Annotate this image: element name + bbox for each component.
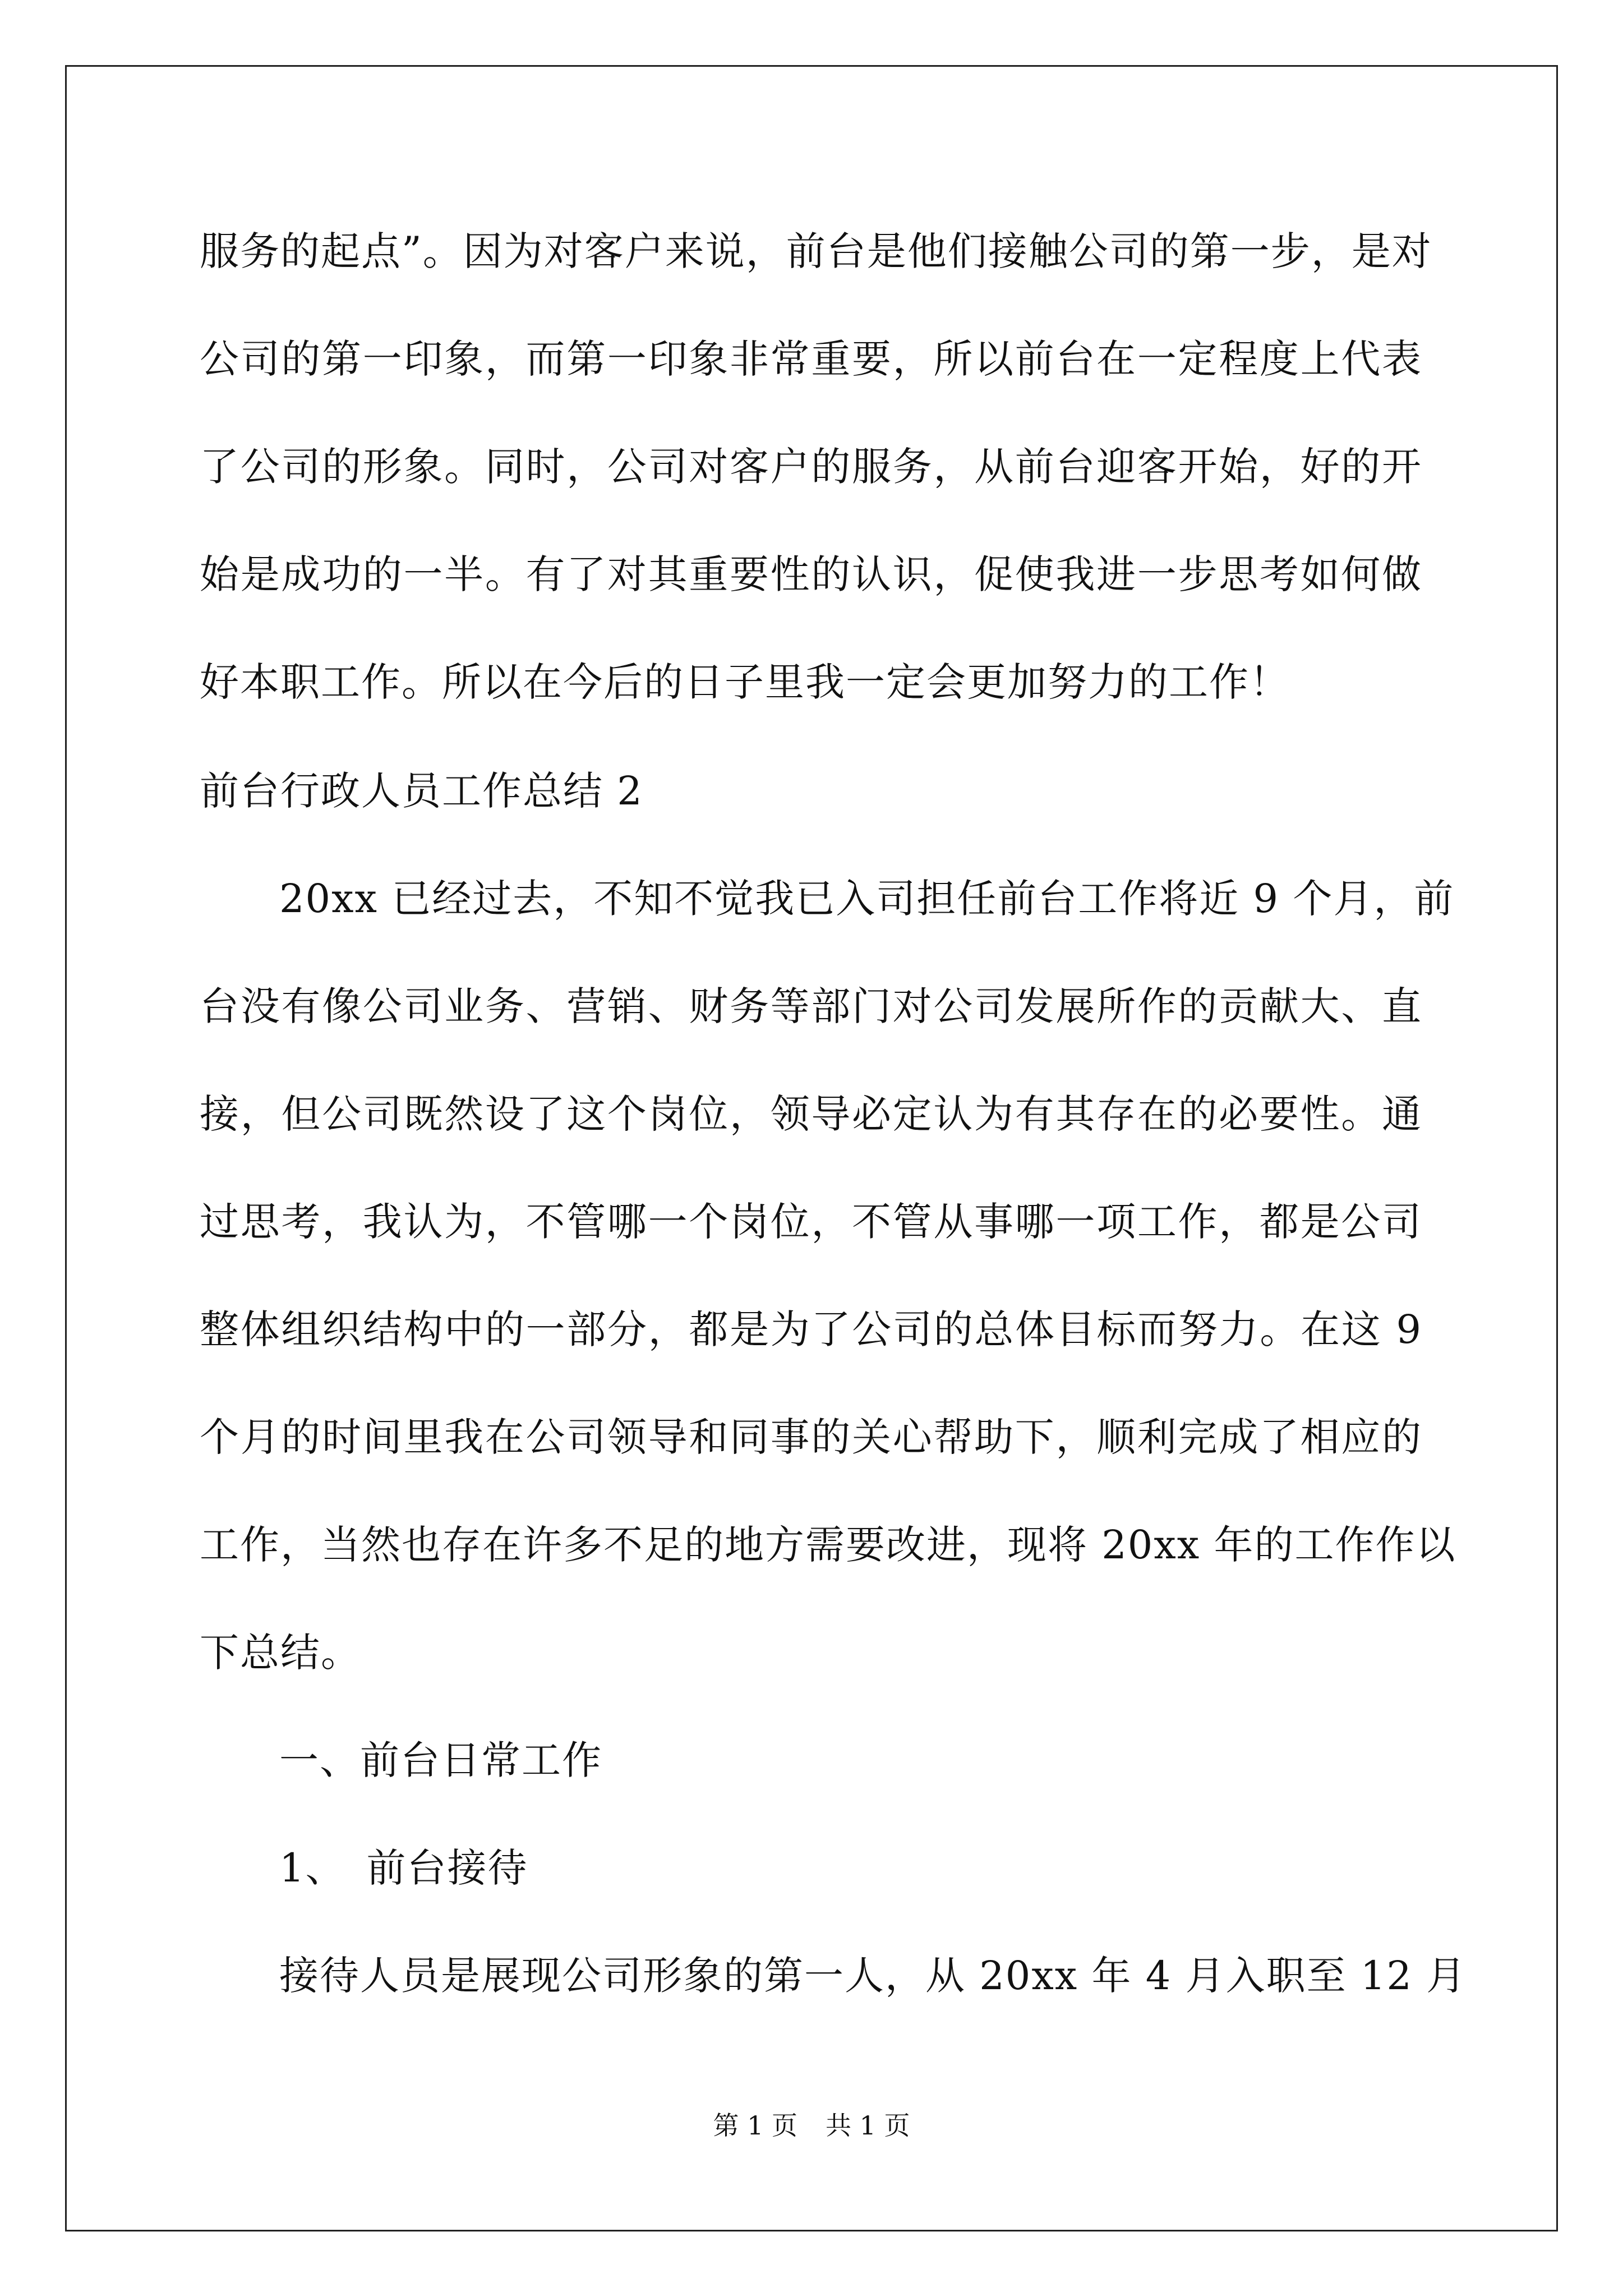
paragraph-line: 接待人员是展现公司形象的第一人，从 20xx 年 4 月入职至 12 月 <box>279 1953 1467 1999</box>
paragraph-line: 20xx 已经过去，不知不觉我已入司担任前台工作将近 9 个月，前 <box>279 876 1455 922</box>
page-total: 共 1 页 <box>826 2110 910 2141</box>
paragraph-line: 整体组织结构中的一部分，都是为了公司的总体目标而努力。在这 9 <box>200 1306 1422 1352</box>
section-title: 一、前台日常工作 <box>279 1737 602 1783</box>
paragraph-line: 好本职工作。所以在今后的日子里我一定会更加努力的工作！ <box>200 659 1290 705</box>
paragraph-line: 台没有像公司业务、营销、财务等部门对公司发展所作的贡献大、直 <box>200 983 1422 1029</box>
page-footer <box>0 2110 1623 2141</box>
paragraph-line: 个月的时间里我在公司领导和同事的关心帮助下，顺利完成了相应的 <box>200 1414 1422 1460</box>
paragraph-line: 始是成功的一半。有了对其重要性的认识，促使我进一步思考如何做 <box>200 551 1422 597</box>
paragraph-line: 了公司的形象。同时，公司对客户的服务，从前台迎客开始，好的开 <box>200 444 1422 490</box>
paragraph-line: 接，但公司既然设了这个岗位，领导必定认为有其存在的必要性。通 <box>200 1091 1422 1137</box>
section-heading: 前台行政人员工作总结 2 <box>200 768 643 814</box>
paragraph-line: 服务的起点”。因为对客户来说，前台是他们接触公司的第一步，是对 <box>200 228 1432 274</box>
page-number: 第 1 页 <box>713 2110 797 2141</box>
paragraph-line: 工作，当然也存在许多不足的地方需要改进，现将 20xx 年的工作作以 <box>200 1522 1456 1568</box>
subsection-title: 1、 前台接待 <box>279 1845 528 1891</box>
paragraph-line: 过思考，我认为，不管哪一个岗位，不管从事哪一项工作，都是公司 <box>200 1199 1422 1245</box>
paragraph-line: 公司的第一印象，而第一印象非常重要，所以前台在一定程度上代表 <box>200 336 1422 382</box>
paragraph-line: 下总结。 <box>200 1630 361 1676</box>
